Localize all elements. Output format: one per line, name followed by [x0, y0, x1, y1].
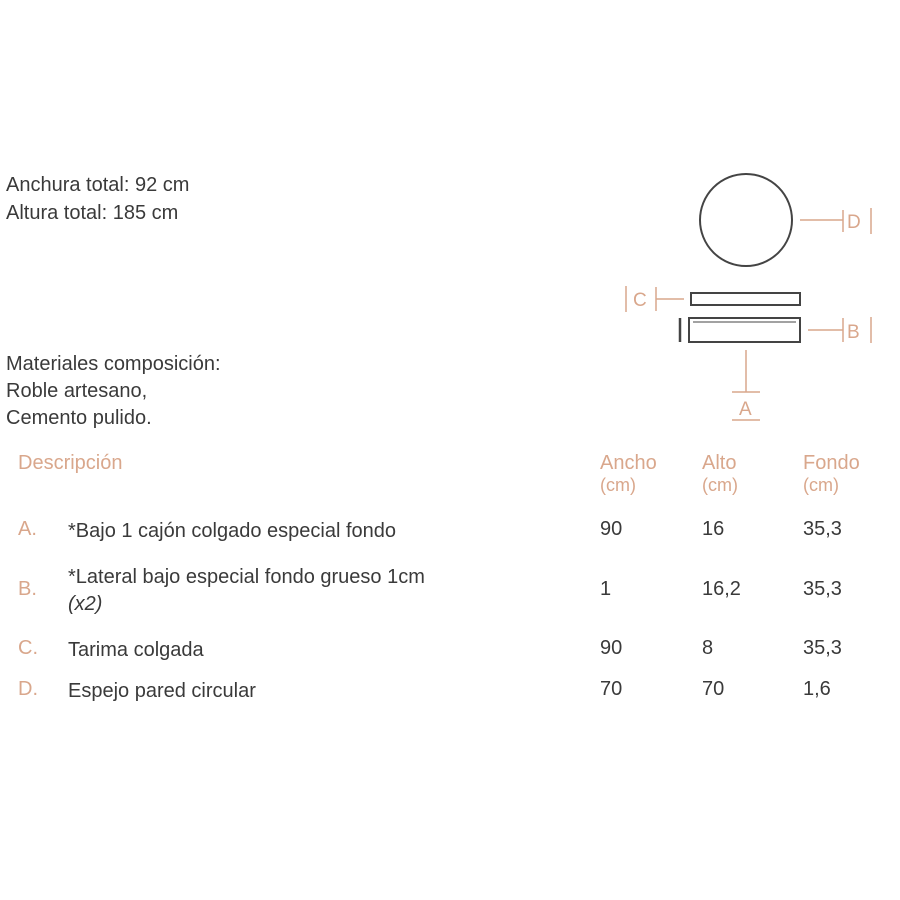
row-letter: B.: [18, 578, 37, 600]
row-depth: 35,3: [803, 578, 842, 600]
row-depth: 35,3: [803, 518, 842, 540]
row-letter: A.: [18, 518, 37, 540]
header-height: [702, 452, 738, 496]
label-a: A: [739, 399, 752, 420]
row-height: 70: [702, 678, 725, 700]
row-description: *Bajo 1 cajón colgado especial fondo: [68, 520, 397, 542]
header-height-label: Alto: [702, 452, 737, 474]
composition-diagram-svg: [600, 160, 900, 440]
row-width: 1: [600, 578, 612, 600]
header-depth-label: Fondo: [803, 452, 860, 474]
material-item: Cemento pulido.: [6, 407, 152, 429]
row-description: Espejo pared circular: [68, 680, 256, 702]
label-b: B: [847, 322, 860, 343]
row-depth: 1,6: [803, 678, 831, 700]
header-description: Descripción: [18, 452, 123, 474]
total-width: Anchura total: 92 cm: [6, 174, 190, 196]
overall-dimensions: [6, 171, 189, 227]
row-width: 70: [600, 678, 623, 700]
header-depth: [803, 452, 860, 496]
platform-shape: [691, 293, 800, 305]
row-description: [68, 564, 458, 618]
materials-block: [6, 351, 221, 432]
row-height: 16,2: [702, 578, 741, 600]
materials-heading: Materiales composición:: [6, 353, 221, 375]
row-width: 90: [600, 518, 623, 540]
header-width-unit: (cm): [600, 475, 636, 495]
label-d: D: [847, 212, 861, 233]
label-c: C: [633, 290, 647, 311]
row-description-text: *Lateral bajo especial fondo grueso 1cm: [68, 566, 425, 588]
row-letter: D.: [18, 678, 38, 700]
header-depth-unit: (cm): [803, 475, 839, 495]
mirror-shape: [700, 174, 792, 266]
material-item: Roble artesano,: [6, 380, 148, 402]
row-width: 90: [600, 637, 623, 659]
header-width: [600, 452, 657, 496]
header-width-label: Ancho: [600, 452, 657, 474]
row-description: Tarima colgada: [68, 639, 204, 661]
total-height: Altura total: 185 cm: [6, 202, 179, 224]
row-height: 16: [702, 518, 725, 540]
row-quantity: (x2): [68, 593, 103, 615]
header-height-unit: (cm): [702, 475, 738, 495]
row-letter: C.: [18, 637, 38, 659]
row-depth: 35,3: [803, 637, 842, 659]
composition-diagram: [600, 160, 900, 440]
row-height: 8: [702, 637, 714, 659]
